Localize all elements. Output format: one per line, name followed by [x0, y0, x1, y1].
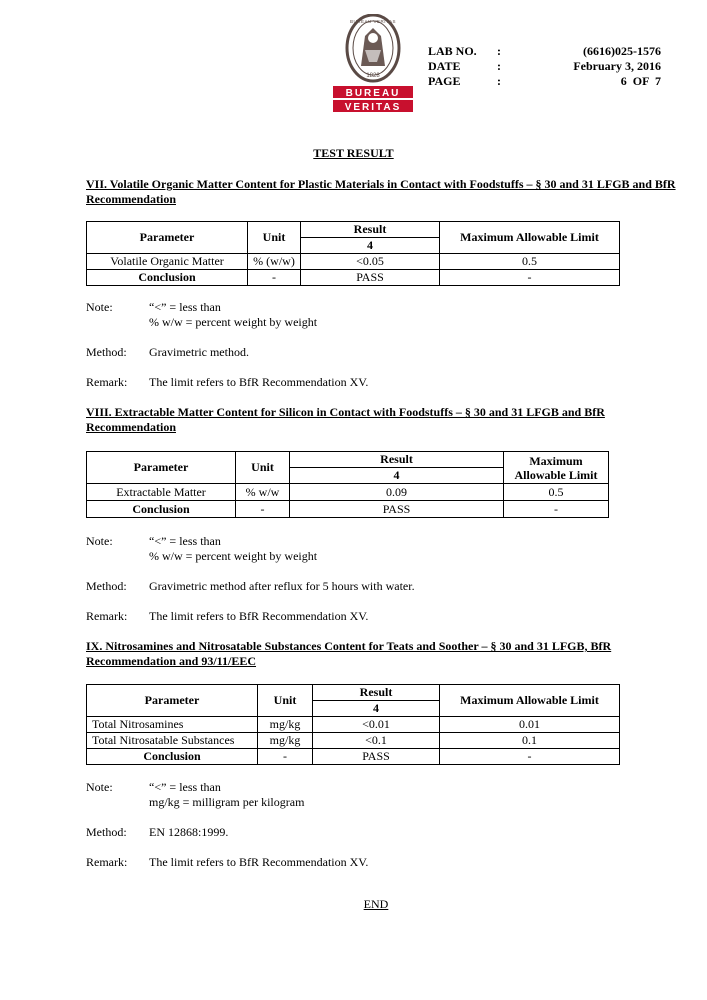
note-label: Note: [86, 534, 113, 548]
note-line-2: mg/kg = milligram per kilogram [149, 795, 305, 809]
results-table-vii [86, 221, 620, 286]
note-label: Note: [86, 300, 113, 314]
cell-parameter: Total Nitrosamines [87, 717, 258, 733]
cell-conclusion-unit: - [248, 270, 301, 286]
lab-no-value: (6616)025-1576 [583, 44, 661, 58]
cell-result: <0.1 [313, 733, 440, 749]
section-heading-vii: VII. Volatile Organic Matter Content for Plastic Materials in Contact with Foodstuffs – § 30 and 31 LFGB and BfR Recommendation [86, 177, 676, 206]
results-table-viii [86, 451, 609, 518]
cell-conclusion-result: PASS [301, 270, 440, 286]
th-result-sub: 4 [290, 468, 504, 484]
date-colon: : [497, 59, 501, 73]
method-text: Gravimetric method after reflux for 5 hours with water. [149, 579, 415, 593]
cell-conclusion-label: Conclusion [87, 501, 236, 518]
cell-result: <0.01 [313, 717, 440, 733]
page-title: TEST RESULT [313, 146, 394, 160]
cell-conclusion-limit: - [440, 749, 620, 765]
method-label: Method: [86, 579, 127, 593]
th-result: Result [313, 685, 440, 701]
th-limit [504, 452, 609, 484]
method-label: Method: [86, 345, 127, 359]
note-line-1: “<” = less than [149, 534, 221, 548]
cell-limit: 0.1 [440, 733, 620, 749]
th-result-sub: 4 [313, 701, 440, 717]
th-unit: Unit [258, 685, 313, 717]
section-heading-viii: VIII. Extractable Matter Content for Silicon in Contact with Foodstuffs – § 30 and 31 LFGB and BfR Recommendation [86, 405, 605, 434]
cell-unit: % w/w [236, 484, 290, 501]
logo-year: 1828 [366, 73, 380, 79]
method-text: EN 12868:1999. [149, 825, 229, 839]
cell-parameter: Extractable Matter [87, 484, 236, 501]
logo-word-bureau: BUREAU [345, 88, 401, 99]
cell-conclusion-limit: - [504, 501, 609, 518]
note-line-2: % w/w = percent weight by weight [149, 549, 318, 563]
cell-conclusion-unit: - [258, 749, 313, 765]
th-limit-line-1: Maximum [529, 453, 583, 468]
method-label: Method: [86, 825, 127, 839]
cell-limit: 0.5 [440, 254, 620, 270]
page-colon: : [497, 74, 501, 88]
note-line-1: “<” = less than [149, 780, 221, 794]
end-marker: END [363, 897, 389, 911]
method-text: Gravimetric method. [149, 345, 249, 359]
th-parameter: Parameter [87, 452, 236, 484]
section-heading-ix: IX. Nitrosamines and Nitrosatable Substances Content for Teats and Soother – § 30 and 31 LFGB, BfR Recommendation and 93/11/EEC [86, 639, 612, 668]
page-value: 6 OF 7 [620, 74, 661, 88]
th-parameter: Parameter [87, 222, 248, 254]
cell-limit: 0.01 [440, 717, 620, 733]
date-label: DATE [428, 59, 461, 73]
th-unit: Unit [236, 452, 290, 484]
logo-ring-text: BUREAU VERITAS [350, 19, 396, 24]
th-result-sub: 4 [301, 238, 440, 254]
lab-no-colon: : [497, 44, 501, 58]
page-label: PAGE [428, 74, 461, 88]
cell-parameter: Total Nitrosatable Substances [87, 733, 258, 749]
cell-conclusion-result: PASS [313, 749, 440, 765]
th-limit-line-2: Allowable Limit [514, 467, 598, 482]
cell-conclusion-limit: - [440, 270, 620, 286]
remark-label: Remark: [86, 375, 128, 389]
th-unit: Unit [248, 222, 301, 254]
remark-text: The limit refers to BfR Recommendation XV. [149, 609, 369, 623]
th-limit: Maximum Allowable Limit [440, 222, 620, 254]
bureau-veritas-seal-icon [333, 14, 413, 114]
cell-result: 0.09 [290, 484, 504, 501]
cell-parameter: Volatile Organic Matter [87, 254, 248, 270]
lab-no-label: LAB NO. [428, 44, 477, 58]
note-line-2: % w/w = percent weight by weight [149, 315, 318, 329]
th-result: Result [290, 452, 504, 468]
remark-label: Remark: [86, 609, 128, 623]
cell-result: <0.05 [301, 254, 440, 270]
cell-conclusion-label: Conclusion [87, 749, 258, 765]
cell-unit: % (w/w) [248, 254, 301, 270]
note-label: Note: [86, 780, 113, 794]
note-line-1: “<” = less than [149, 300, 221, 314]
cell-unit: mg/kg [258, 717, 313, 733]
cell-conclusion-label: Conclusion [87, 270, 248, 286]
remark-text: The limit refers to BfR Recommendation XV. [149, 855, 369, 869]
th-parameter: Parameter [87, 685, 258, 717]
remark-text: The limit refers to BfR Recommendation XV. [149, 375, 369, 389]
th-limit: Maximum Allowable Limit [440, 685, 620, 717]
th-result: Result [301, 222, 440, 238]
cell-conclusion-result: PASS [290, 501, 504, 518]
cell-limit: 0.5 [504, 484, 609, 501]
date-value: February 3, 2016 [573, 59, 661, 73]
results-table-ix [86, 684, 620, 765]
remark-label: Remark: [86, 855, 128, 869]
bureau-veritas-logo [333, 14, 413, 114]
cell-conclusion-unit: - [236, 501, 290, 518]
cell-unit: mg/kg [258, 733, 313, 749]
logo-word-veritas: VERITAS [344, 102, 402, 113]
